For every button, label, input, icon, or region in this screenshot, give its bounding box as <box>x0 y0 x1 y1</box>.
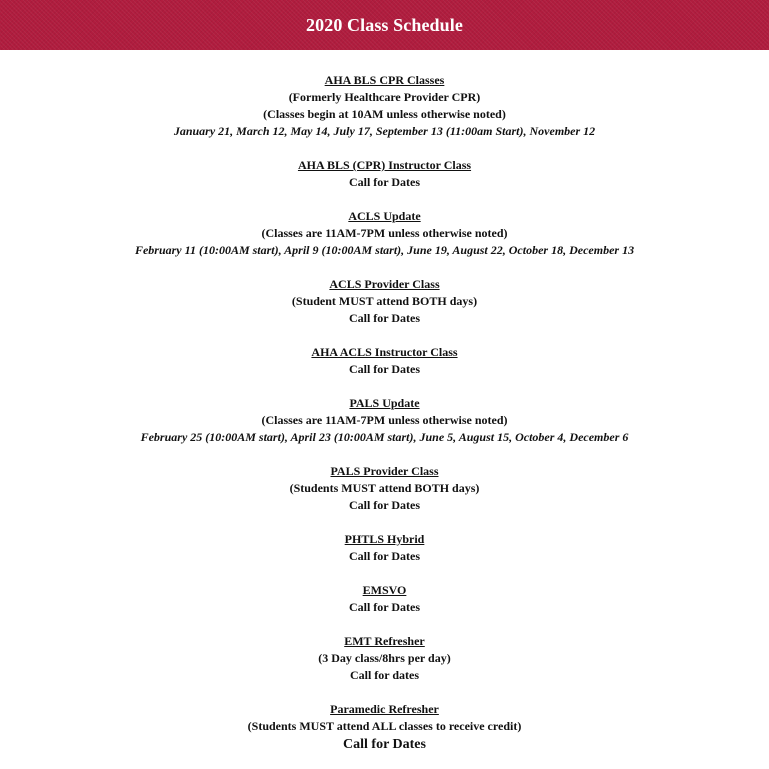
section-title: AHA ACLS Instructor Class <box>311 345 458 359</box>
section-dates: Call for Dates <box>348 600 421 614</box>
section-dates: February 11 (10:00AM start), April 9 (10:00AM start), June 19, August 22, October 18, December 13 <box>134 243 635 257</box>
section-dates: Call for Dates <box>348 311 421 325</box>
section-dates: Call for Dates <box>348 498 421 512</box>
header-banner <box>0 0 769 50</box>
schedule-section <box>0 72 769 140</box>
section-title: ACLS Provider Class <box>329 277 440 291</box>
section-title: PHTLS Hybrid <box>344 532 425 546</box>
schedule-section <box>0 463 769 514</box>
schedule-list <box>0 72 769 769</box>
schedule-section <box>0 701 769 755</box>
section-title: AHA BLS CPR Classes <box>324 73 445 87</box>
page-title: 2020 Class Schedule <box>306 14 463 35</box>
section-dates: Call for dates <box>349 668 420 682</box>
section-dates: Call for Dates <box>343 737 426 752</box>
section-title: AHA BLS (CPR) Instructor Class <box>297 158 472 172</box>
section-title: PALS Update <box>349 396 420 410</box>
section-dates: Call for Dates <box>348 549 421 563</box>
section-note: (Classes begin at 10AM unless otherwise noted) <box>263 107 506 121</box>
schedule-section <box>0 157 769 191</box>
schedule-section <box>0 531 769 565</box>
schedule-section <box>0 582 769 616</box>
schedule-section <box>0 344 769 378</box>
schedule-section <box>0 395 769 446</box>
section-note: (Student MUST attend BOTH days) <box>291 294 478 308</box>
section-note: (Classes are 11AM-7PM unless otherwise noted) <box>261 226 508 240</box>
section-dates: February 25 (10:00AM start), April 23 (10:00AM start), June 5, August 15, October 4, December 6 <box>140 430 629 444</box>
section-note: (Students MUST attend ALL classes to receive credit) <box>247 719 522 733</box>
schedule-section <box>0 633 769 684</box>
section-dates: January 21, March 12, May 14, July 17, September 13 (11:00am Start), November 12 <box>173 124 596 138</box>
section-title: Paramedic Refresher <box>330 702 439 716</box>
section-note: (3 Day class/8hrs per day) <box>318 651 451 665</box>
section-note: (Classes are 11AM-7PM unless otherwise noted) <box>261 413 508 427</box>
section-title: EMSVO <box>362 583 407 597</box>
section-title: EMT Refresher <box>344 634 425 648</box>
schedule-section <box>0 276 769 327</box>
section-title: ACLS Update <box>348 209 421 223</box>
section-dates: Call for Dates <box>348 362 421 376</box>
schedule-section <box>0 208 769 259</box>
section-note: (Students MUST attend BOTH days) <box>289 481 480 495</box>
section-note: (Formerly Healthcare Provider CPR) <box>288 90 481 104</box>
section-dates: Call for Dates <box>348 175 421 189</box>
section-title: PALS Provider Class <box>330 464 439 478</box>
